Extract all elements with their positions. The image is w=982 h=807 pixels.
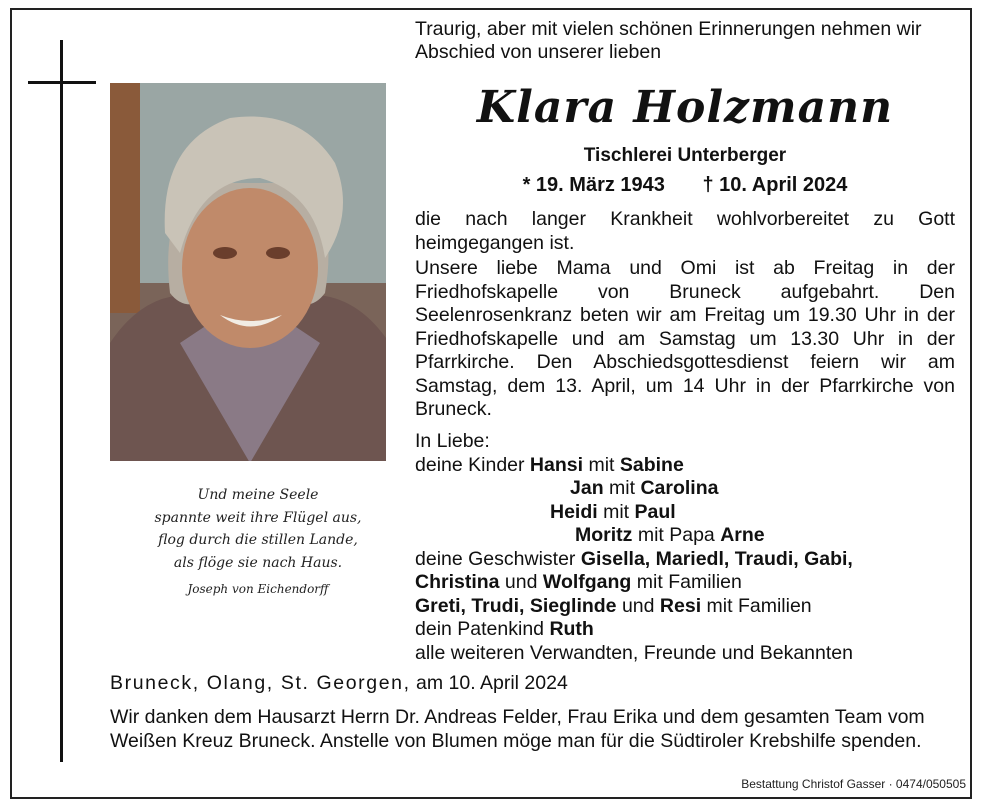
poem-line: flog durch die stillen Lande, [158,532,358,548]
family-line: deine Kinder Hansi mit Sabine [415,453,684,476]
cross-icon-bar [28,81,96,84]
family-line: Heidi mit Paul [550,500,676,523]
poem-author: Joseph von Eichendorff [187,582,329,596]
family-line: Christina und Wolfgang mit Familien [415,571,742,593]
family-heading: In Liebe: [415,430,490,452]
family-line: Jan mit Carolina [570,477,719,499]
announcement-body [415,208,955,424]
thanks-text: Wir danken dem Hausarzt Herrn Dr. Andreas Felder, Frau Erika und dem gesamten Team vom Weißen Kreuz Bruneck. Anstelle von Blumen möge man für die Südtiroler Krebshilfe spenden. [110,706,925,752]
deceased-name: Klara Holzmann [476,82,894,133]
poem [110,484,406,601]
intro-text: Traurig, aber mit vielen schönen Erinnerungen nehmen wir Abschied von unserer lieben [415,18,922,63]
birth-date: * 19. März 1943 [522,174,665,196]
family-line: alle weiteren Verwandten, Freunde und Bekannten [415,641,853,664]
family-line: deine Geschwister Gisella, Mariedl, Traudi, Gabi, [415,547,853,570]
death-date: † 10. April 2024 [702,174,848,196]
family-line: Moritz mit Papa Arne [575,524,765,546]
paragraph: die nach langer Krankheit wohlvorbereitet zu Gott heimgegangen ist. [415,208,955,254]
family-line: Greti, Trudi, Sieglinde und Resi mit Familien [415,594,812,617]
portrait-photo [110,83,386,461]
family-list [415,430,955,665]
poem-line: spannte weit ihre Flügel aus, [154,509,362,526]
undertaker-credit: Bestattung Christof Gasser · 0474/050505 [741,777,966,791]
paragraph: Unsere liebe Mama und Omi ist ab Freitag in der Friedhofskapelle von Bruneck aufgebahrt. Den Seelenrosenkranz beten wir am Freitag um 19.30 Uhr in der Friedhofskapelle und am Samstag um 13.30 Uhr in der Pfarrkirche. Den Abschiedsgottesdienst feiern wir am Samstag, dem 13. April, um 14 Uhr in der Pfarrkirche von Bruneck. [415,257,955,420]
company-name: Tischlerei Unterberger [583,145,787,166]
place-date: Bruneck, Olang, St. Georgen, am 10. April 2024 [110,672,568,694]
life-dates [415,174,955,197]
cross-icon [60,40,63,762]
poem-line: Und meine Seele [197,487,319,503]
poem-line: als flöge sie nach Haus. [173,554,343,571]
family-line: dein Patenkind Ruth [415,618,594,640]
